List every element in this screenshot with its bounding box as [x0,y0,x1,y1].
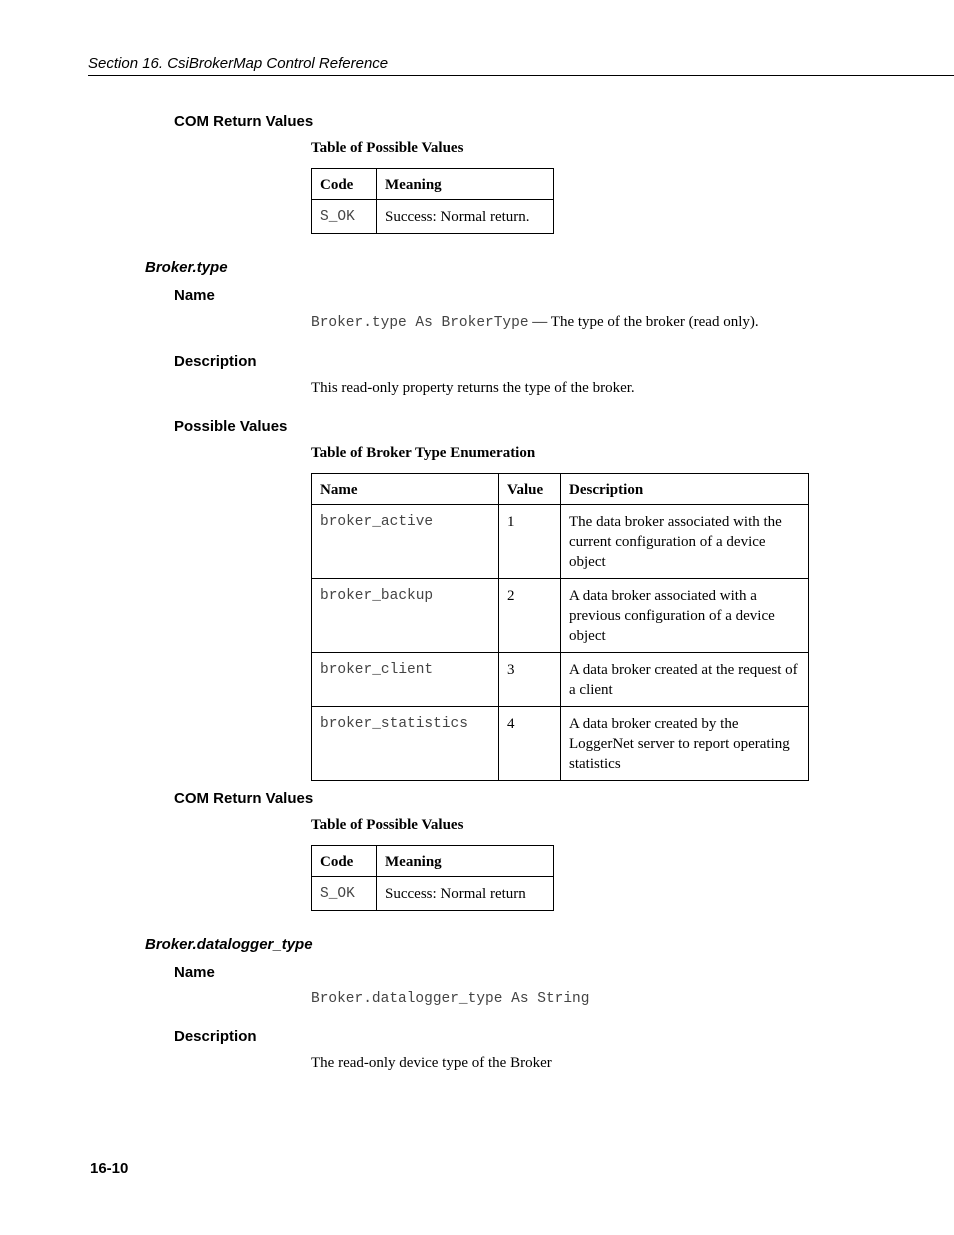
table-row [312,579,809,653]
table-header-row [312,169,554,200]
code-cell: S_OK [312,877,377,911]
column-header-meaning: Meaning [377,846,554,877]
broker-datalogger-type-title: Broker.datalogger_type [145,936,313,953]
table-row [312,653,809,707]
enum-description-cell: A data broker associated with a previous configuration of a device object [561,579,809,653]
enum-description-cell: The data broker associated with the current configuration of a device object [561,505,809,579]
possible-values-table [311,168,554,234]
name-heading: Name [174,287,215,304]
enum-caption: Table of Broker Type Enumeration [311,445,536,461]
com-return-values-heading: COM Return Values [174,790,314,807]
enum-name-cell: broker_client [312,653,499,707]
enum-name-cell: broker_backup [312,579,499,653]
meaning-cell: Success: Normal return. [377,200,554,234]
column-header-value: Value [499,474,561,505]
table-row [312,707,809,781]
column-header-name: Name [312,474,499,505]
enum-description-cell: A data broker created by the LoggerNet server to report operating statistics [561,707,809,781]
broker-type-title: Broker.type [145,259,228,276]
com-return-values-heading: COM Return Values [174,113,314,130]
table-row [312,877,554,911]
column-header-meaning: Meaning [377,169,554,200]
table-row [312,505,809,579]
table-header-row [312,846,554,877]
enum-value-cell: 3 [499,653,561,707]
running-header: Section 16. CsiBrokerMap Control Reference [88,55,954,76]
enum-value-cell: 4 [499,707,561,781]
signature-code: Broker.type As BrokerType [311,315,529,331]
page-number: 16-10 [90,1160,129,1177]
possible-values-heading: Possible Values [174,418,288,435]
table-header-row [312,474,809,505]
meaning-cell: Success: Normal return [377,877,554,911]
broker-type-enum-table [311,473,809,781]
code-cell: S_OK [312,200,377,234]
description-text: The read-only device type of the Broker [311,1055,552,1071]
column-header-code: Code [312,169,377,200]
description-heading: Description [174,353,257,370]
description-text: This read-only property returns the type of the broker. [311,380,635,396]
column-header-code: Code [312,846,377,877]
enum-name-cell: broker_statistics [312,707,499,781]
enum-name-cell: broker_active [312,505,499,579]
column-header-description: Description [561,474,809,505]
enum-description-cell: A data broker created at the request of a client [561,653,809,707]
enum-value-cell: 1 [499,505,561,579]
enum-value-cell: 2 [499,579,561,653]
description-heading: Description [174,1028,257,1045]
signature-text: — The type of the broker (read only). [528,314,759,330]
table-row [312,200,554,234]
datalogger-type-signature: Broker.datalogger_type As String [311,991,590,1007]
possible-values-caption: Table of Possible Values [311,140,464,156]
name-heading: Name [174,964,215,981]
broker-type-signature [311,314,759,331]
possible-values-caption: Table of Possible Values [311,817,464,833]
possible-values-table [311,845,554,911]
